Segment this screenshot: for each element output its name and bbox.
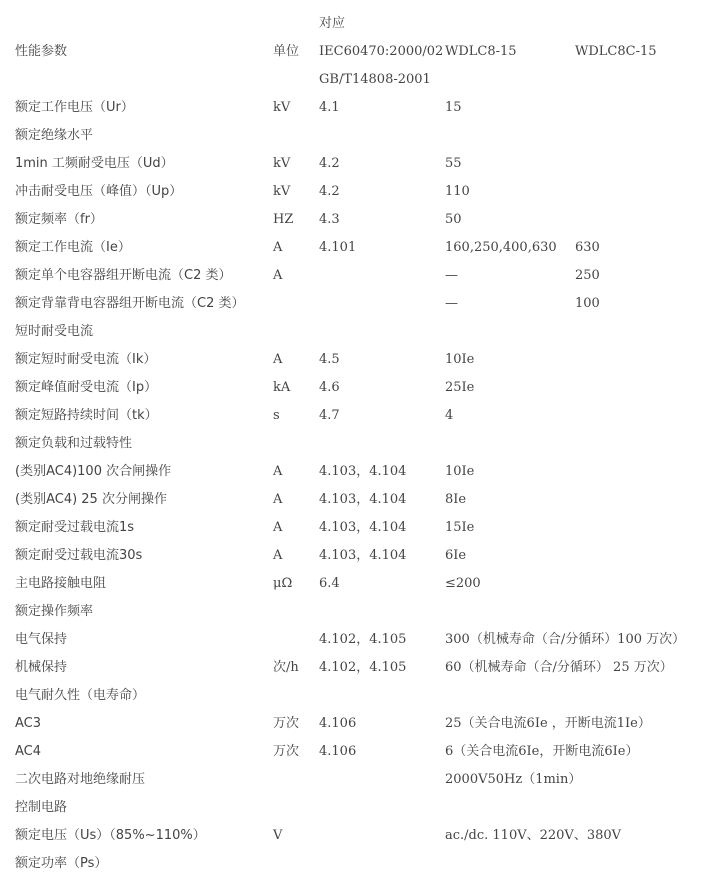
param-cell: 额定操作频率 — [15, 604, 94, 619]
wdlc8-15-value-cell: — — [445, 296, 458, 311]
header-unit-cell — [273, 10, 319, 38]
header-param-cell — [15, 10, 273, 38]
unit-cell: kV — [273, 184, 291, 199]
table-row — [15, 262, 710, 290]
wdlc8c-15-value-cell — [575, 682, 710, 710]
param-cell: 冲击耐受电压（峰值）（Up） — [15, 184, 183, 199]
standard-clause-cell: 4.103，4.104 — [319, 464, 407, 479]
unit-cell: A — [273, 492, 283, 507]
param-cell: 短时耐受电流 — [15, 324, 94, 339]
param-cell: (类别AC4)100 次合闸操作 — [15, 464, 172, 479]
wdlc8-15-value-cell — [445, 122, 575, 150]
table-row — [15, 318, 710, 346]
wdlc8-15-value-cell: 15 — [445, 100, 462, 115]
table-row — [15, 234, 710, 262]
wdlc8c-15-value-cell — [575, 178, 710, 206]
param-cell: 额定电压（Us）（85%~110%） — [15, 828, 206, 843]
wdlc8c-15-value-cell — [575, 430, 710, 458]
wdlc8c-15-value-cell — [575, 766, 710, 794]
unit-cell — [273, 626, 319, 654]
table-row — [15, 738, 710, 766]
header-w1-cell — [445, 66, 575, 94]
unit-cell: 次/h — [273, 660, 299, 675]
standard-clause-cell: 4.102，4.105 — [319, 660, 407, 675]
param-cell: 额定绝缘水平 — [15, 128, 94, 143]
table-row — [15, 850, 710, 878]
table-row — [15, 598, 710, 626]
table-row — [15, 710, 710, 738]
unit-cell — [273, 766, 319, 794]
param-cell: 二次电路对地绝缘耐压 — [15, 772, 146, 787]
unit-cell: A — [273, 520, 283, 535]
param-cell: 额定短时耐受电流（Ik） — [15, 352, 157, 367]
wdlc8c-15-value-cell — [575, 94, 710, 122]
unit-cell: kV — [273, 100, 291, 115]
header-w1-cell — [445, 10, 575, 38]
wdlc8-15-value-cell: 2000V50Hz（1min） — [445, 772, 582, 787]
unit-cell: 万次 — [273, 744, 300, 759]
unit-cell: μΩ — [273, 576, 293, 591]
table-row — [15, 178, 710, 206]
table-row — [15, 346, 710, 374]
wdlc8c-15-value-cell — [575, 150, 710, 178]
header-w2-cell — [575, 66, 710, 94]
param-cell: 额定单个电容器组开断电流（C2 类） — [15, 268, 232, 283]
unit-cell: A — [273, 268, 283, 283]
header-w2-cell — [575, 10, 710, 38]
unit-cell — [273, 850, 319, 878]
wdlc8-15-value-cell: 50 — [445, 212, 462, 227]
standard-clause-cell: 4.3 — [319, 212, 340, 227]
standard-clause-cell: 4.103，4.104 — [319, 520, 407, 535]
standard-clause-cell: 4.102，4.105 — [319, 632, 407, 647]
wdlc8c-15-value-cell — [575, 542, 710, 570]
standard-clause-cell — [319, 794, 445, 822]
standard-clause-cell — [319, 430, 445, 458]
header-std-label-2: GB/T14808-2001 — [319, 72, 431, 87]
spec-table-body — [15, 10, 710, 878]
table-row — [15, 458, 710, 486]
wdlc8c-15-value-cell — [575, 514, 710, 542]
standard-clause-cell: 4.106 — [319, 716, 357, 731]
wdlc8-15-value-cell — [445, 598, 575, 626]
wdlc8c-15-value-cell — [575, 206, 710, 234]
unit-cell — [273, 794, 319, 822]
table-row — [15, 626, 710, 654]
unit-cell: A — [273, 464, 283, 479]
wdlc8c-15-value-cell — [575, 598, 710, 626]
wdlc8-15-value-cell: 10Ie — [445, 352, 475, 367]
wdlc8-15-value-cell: 10Ie — [445, 464, 475, 479]
param-cell: (类别AC4) 25 次分闸操作 — [15, 492, 167, 507]
header-row-3 — [15, 66, 710, 94]
header-model-2-label: WDLC8C-15 — [575, 44, 657, 59]
unit-cell: 万次 — [273, 716, 300, 731]
param-cell: 机械保持 — [15, 660, 68, 675]
wdlc8-15-value-cell — [445, 794, 575, 822]
wdlc8-15-value-cell: 8Ie — [445, 492, 467, 507]
unit-cell — [273, 682, 319, 710]
standard-clause-cell — [319, 822, 445, 850]
unit-cell: kA — [273, 380, 291, 395]
standard-clause-cell: 4.6 — [319, 380, 340, 395]
standard-clause-cell — [319, 850, 445, 878]
table-row — [15, 486, 710, 514]
param-cell: AC4 — [15, 744, 42, 759]
unit-cell — [273, 122, 319, 150]
unit-cell — [273, 290, 319, 318]
wdlc8c-15-value-cell — [575, 570, 710, 598]
header-std-cell: 对应 — [319, 16, 346, 31]
wdlc8c-15-value-cell — [575, 346, 710, 374]
unit-cell — [273, 598, 319, 626]
table-row — [15, 430, 710, 458]
table-row — [15, 402, 710, 430]
table-row — [15, 822, 710, 850]
wdlc8-15-value-cell: — — [445, 268, 458, 283]
header-std-label: IEC60470:2000/02 — [319, 44, 444, 59]
param-cell: 控制电路 — [15, 800, 68, 815]
table-row — [15, 290, 710, 318]
param-cell: AC3 — [15, 716, 42, 731]
unit-cell: kV — [273, 156, 291, 171]
param-cell: 额定耐受过载电流1s — [15, 520, 135, 535]
wdlc8c-15-value-cell — [575, 458, 710, 486]
wdlc8-15-value-cell: 4 — [445, 408, 454, 423]
standard-clause-cell — [319, 318, 445, 346]
table-row — [15, 122, 710, 150]
wdlc8-15-value-cell: 25Ie — [445, 380, 475, 395]
table-row — [15, 682, 710, 710]
param-cell: 电气耐久性（电寿命） — [15, 688, 146, 703]
param-cell: 额定峰值耐受电流（Ip） — [15, 380, 158, 395]
wdlc8c-15-value-cell — [575, 318, 710, 346]
wdlc8-15-value-cell — [445, 682, 575, 710]
table-row — [15, 794, 710, 822]
wdlc8c-15-value-cell: 100 — [575, 296, 600, 311]
standard-clause-cell — [319, 766, 445, 794]
table-row — [15, 374, 710, 402]
header-unit-cell — [273, 66, 319, 94]
param-cell: 额定工作电压（Ur） — [15, 100, 134, 115]
unit-cell: A — [273, 548, 283, 563]
header-row-2 — [15, 38, 710, 66]
wdlc8-15-value-cell: 60（机械寿命（合/分循环） 25 万次） — [445, 660, 673, 675]
standard-clause-cell — [319, 262, 445, 290]
wdlc8-15-value-cell: 25（关合电流6Ie ，开断电流1Ie） — [445, 716, 651, 731]
param-cell: 额定背靠背电容器组开断电流（C2 类） — [15, 296, 245, 311]
wdlc8-15-value-cell — [445, 430, 575, 458]
unit-cell: s — [273, 408, 280, 423]
standard-clause-cell — [319, 598, 445, 626]
wdlc8-15-value-cell: 6Ie — [445, 548, 467, 563]
standard-clause-cell — [319, 290, 445, 318]
standard-clause-cell: 4.103，4.104 — [319, 548, 407, 563]
header-model-1-label: WDLC8-15 — [445, 44, 517, 59]
unit-cell — [273, 318, 319, 346]
standard-clause-cell: 4.7 — [319, 408, 340, 423]
standard-clause-cell: 6.4 — [319, 576, 340, 591]
header-row-1 — [15, 10, 710, 38]
standard-clause-cell: 4.2 — [319, 184, 340, 199]
table-row — [15, 94, 710, 122]
wdlc8-15-value-cell: 110 — [445, 184, 470, 199]
wdlc8c-15-value-cell: 250 — [575, 268, 600, 283]
wdlc8c-15-value-cell — [575, 486, 710, 514]
standard-clause-cell — [319, 682, 445, 710]
param-cell: 额定工作电流（Ie） — [15, 240, 131, 255]
wdlc8-15-value-cell — [445, 850, 575, 878]
table-row — [15, 206, 710, 234]
wdlc8-15-value-cell: 160,250,400,630 — [445, 240, 557, 255]
param-cell: 额定功率（Ps） — [15, 856, 108, 871]
wdlc8-15-value-cell: 15Ie — [445, 520, 475, 535]
unit-cell — [273, 430, 319, 458]
param-cell: 1min 工频耐受电压（Ud） — [15, 156, 174, 171]
param-cell: 额定频率（fr） — [15, 212, 103, 227]
header-unit-label: 单位 — [273, 44, 300, 59]
unit-cell: V — [273, 828, 283, 843]
wdlc8-15-value-cell: 6（关合电流6Ie，开断电流6Ie） — [445, 744, 639, 759]
param-cell: 额定耐受过载电流30s — [15, 548, 143, 563]
wdlc8c-15-value-cell — [575, 850, 710, 878]
table-row — [15, 150, 710, 178]
table-row — [15, 766, 710, 794]
unit-cell: HZ — [273, 212, 294, 227]
header-param-cell — [15, 66, 273, 94]
spec-table — [15, 10, 710, 878]
unit-cell: A — [273, 352, 283, 367]
table-row — [15, 654, 710, 682]
header-param-label: 性能参数 — [15, 44, 68, 59]
standard-clause-cell: 4.1 — [319, 100, 340, 115]
standard-clause-cell: 4.101 — [319, 240, 357, 255]
standard-clause-cell: 4.106 — [319, 744, 357, 759]
param-cell: 主电路接触电阻 — [15, 576, 107, 591]
wdlc8-15-value-cell — [445, 318, 575, 346]
param-cell: 电气保持 — [15, 632, 68, 647]
standard-clause-cell: 4.5 — [319, 352, 340, 367]
param-cell: 额定短路持续时间（tk） — [15, 408, 158, 423]
wdlc8-15-value-cell: 55 — [445, 156, 462, 171]
wdlc8c-15-value-cell — [575, 374, 710, 402]
wdlc8-15-value-cell: ≤200 — [445, 576, 481, 591]
wdlc8-15-value-cell: 300（机械寿命（合/分循环）100 万次） — [445, 632, 686, 647]
table-row — [15, 514, 710, 542]
table-row — [15, 542, 710, 570]
table-row — [15, 570, 710, 598]
param-cell: 额定负载和过载特性 — [15, 436, 133, 451]
wdlc8c-15-value-cell: 630 — [575, 240, 600, 255]
wdlc8c-15-value-cell — [575, 122, 710, 150]
standard-clause-cell: 4.2 — [319, 156, 340, 171]
wdlc8c-15-value-cell — [575, 794, 710, 822]
standard-clause-cell — [319, 122, 445, 150]
wdlc8c-15-value-cell — [575, 402, 710, 430]
wdlc8-15-value-cell: ac./dc. 110V、220V、380V — [445, 828, 622, 843]
unit-cell: A — [273, 240, 283, 255]
standard-clause-cell: 4.103，4.104 — [319, 492, 407, 507]
